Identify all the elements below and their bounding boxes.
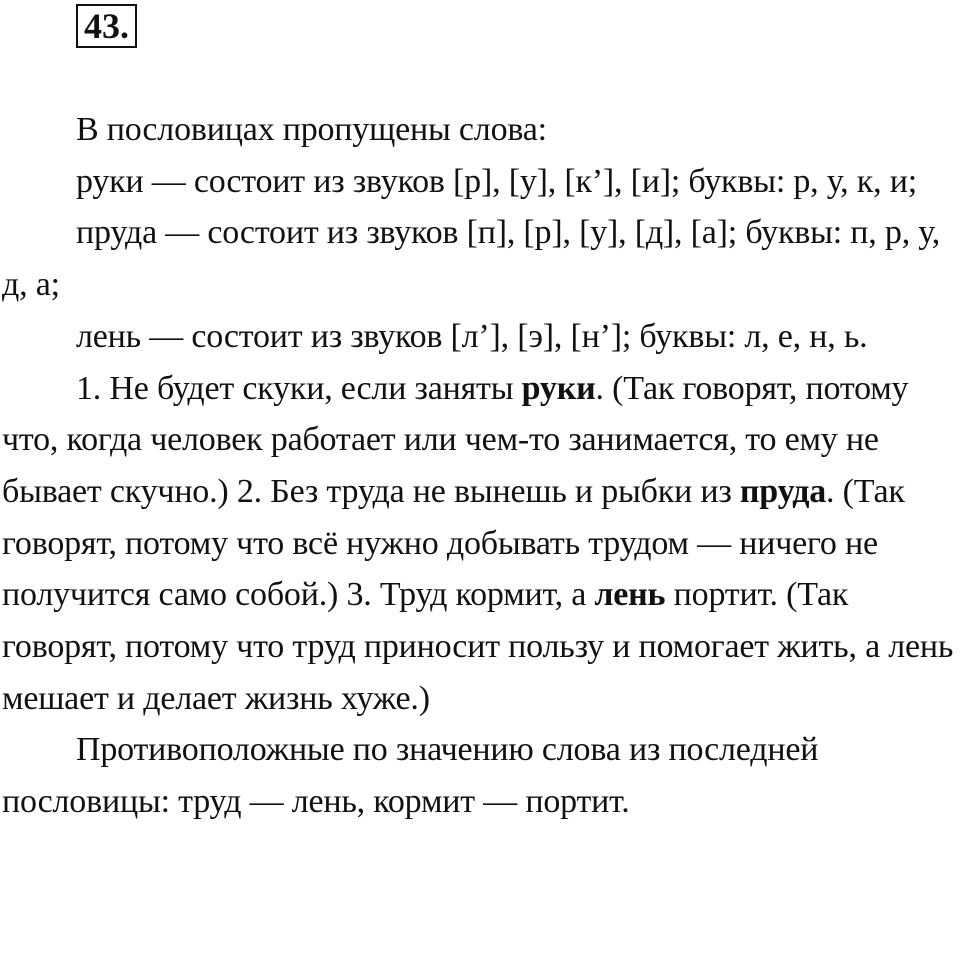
proverb-3-text: 3. Труд кормит, а	[346, 576, 595, 614]
answer-text	[2, 104, 958, 828]
proverb-2-explanation: . (Так говорят, потому что всё нужно добывать трудом — ничего не получится само собой.)	[2, 472, 905, 614]
proverb-3-explanation: портит. (Так говорят, потому что труд приносит пользу и помогает жить, а лень мешает и делает жизнь хуже.)	[2, 576, 954, 717]
proverb-2-text: 2. Без труда не вынешь и рыбки из	[236, 472, 740, 510]
exercise-number: 43.	[76, 4, 137, 48]
proverb-1-text: 1. Не будет скуки, если заняты	[76, 369, 522, 407]
word-analysis-ruki: руки — состоит из звуков [р], [у], [к’], [и]; буквы: р, у, к, и;	[76, 162, 917, 200]
antonyms-paragraph: Противоположные по значению слова из последней пословицы: труд — лень, кормит — портит.	[2, 731, 819, 821]
proverb-1-explanation: . (Так говорят, потому что, когда человек работает или чем-то занимается, то ему не бывает скучно.)	[2, 369, 909, 510]
intro-paragraph: В пословицах пропущены слова:	[76, 111, 547, 148]
proverb-3-answer: лень	[594, 576, 666, 614]
proverbs-paragraph	[2, 363, 958, 725]
word-analysis-len: лень — состоит из звуков [л’], [э], [н’]; буквы: л, е, н, ь.	[76, 317, 868, 355]
word-analysis-pruda: пруда — состоит из звуков [п], [р], [у], [д], [а]; буквы: п, р, у, д, а;	[2, 214, 940, 304]
proverb-1-answer: руки	[521, 369, 596, 407]
proverb-2-answer: пруда	[739, 472, 827, 510]
